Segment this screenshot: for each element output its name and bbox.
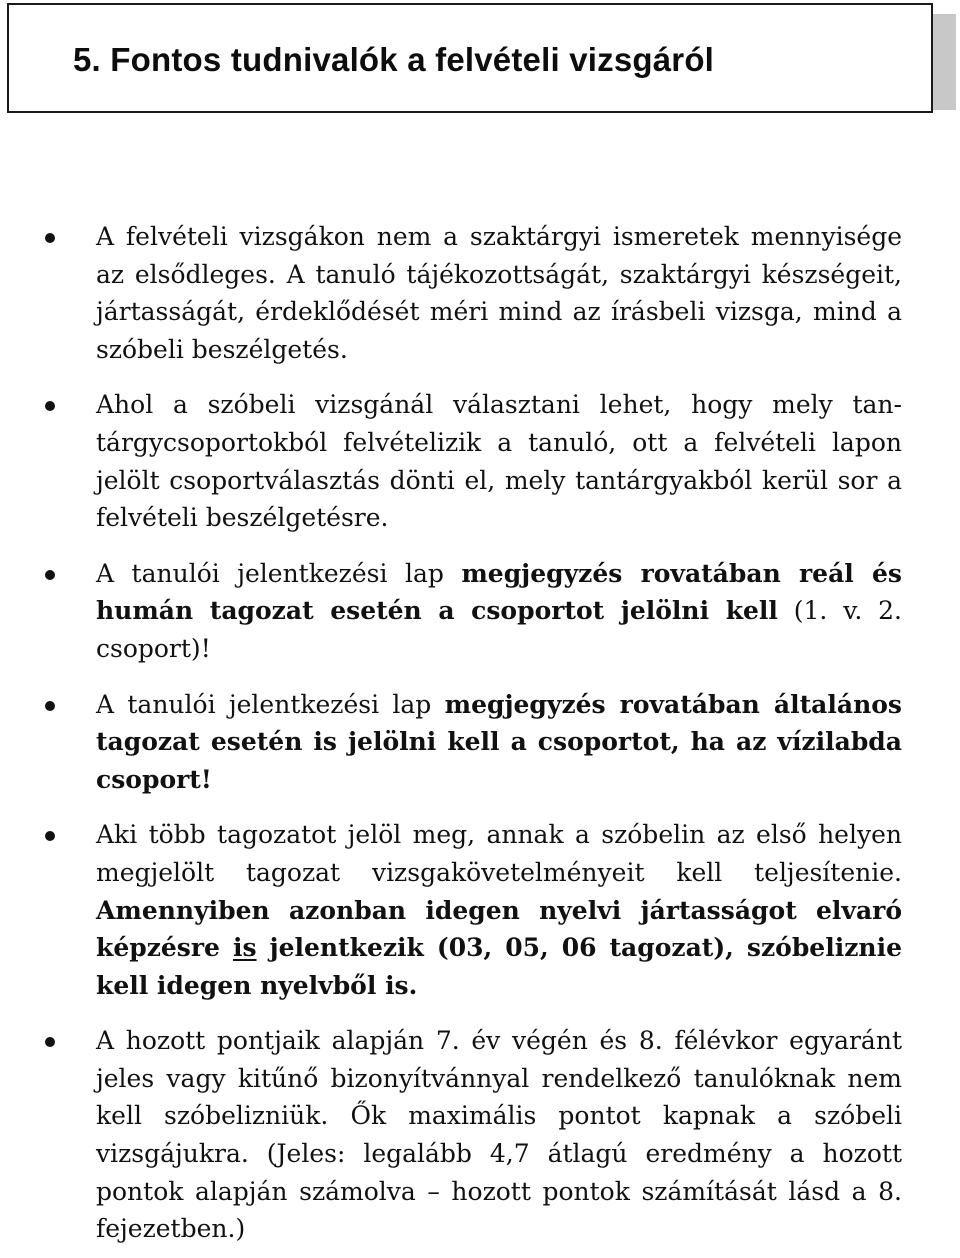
bullet-icon <box>45 570 55 580</box>
bullet-icon <box>45 701 55 711</box>
list-item-text: A tanulói jelentkezési lap <box>96 689 445 719</box>
list-item <box>96 555 902 668</box>
list-item-text: (1. v. 2. csoport)! <box>96 596 903 663</box>
list-item-text: A tanulói jelentkezési lap <box>96 558 462 588</box>
list-item-text: Ahol a szóbeli vizsgánál választani lehet, hogy mely tantárgycsoportokból felvételizik a tanuló, ott a felvételi lapon jelölt csoportválasztás dönti el, mely tantárgyakból kerül sor a felvételi beszélgetésre. <box>96 390 902 533</box>
bullet-icon <box>45 401 55 411</box>
bullet-icon <box>45 831 55 841</box>
list-item-bold-text: megjegyzés rovatában reál és humán tagozat esetén a csoportot jelölni kell <box>96 558 902 626</box>
list-item-underlined-text: is <box>232 933 257 963</box>
list-item-text: A felvételi vizsgákon nem a szaktárgyi ismeretek mennyisége az elsődleges. A tanuló tájékozottságát, szaktárgyi készségeit, jártasságát, érdeklődését méri mind az írásbeli vizsga, mind a szóbeli beszélgetés. <box>96 222 902 364</box>
list-item-text: Aki több tagozatot jelöl meg, annak a szóbelin az első helyen megjelölt tagozat vizsgakövetelményeit kell teljesítenie. <box>96 820 902 887</box>
list-item <box>96 1022 902 1248</box>
heading-box <box>7 3 933 113</box>
section-heading: 5. Fontos tudnivalók a felvételi vizsgáról <box>73 41 715 78</box>
list-item <box>96 686 902 799</box>
bullet-icon <box>45 1037 55 1047</box>
list-item-bold-text: megjegyzés rovatában általános tagozat esetén is jelölni kell a csoportot, ha az vízilabda csoport! <box>96 689 902 794</box>
bullet-list <box>0 218 960 1248</box>
list-item <box>96 386 902 536</box>
list-item <box>96 816 902 1004</box>
list-item <box>96 218 902 368</box>
list-item-bold-text: jelentkezik (03, 05, 06 tagozat), szóbeliznie kell idegen nyelvből is. <box>96 933 902 1000</box>
list-item-bold-text: Amennyiben azonban idegen nyelvi jártasságot elvaró képzésre <box>96 895 902 963</box>
bullet-icon <box>45 233 55 243</box>
list-item-text: A hozott pontjaik alapján 7. év végén és 8. félévkor egyaránt jeles vagy kitűnő bizonyítvánnyal rendelkező tanulóknak nem kell szóbelizniük. Ők maximális pontot kapnak a szóbeli vizsgájukra. (Jeles: legalább 4,7 átlagú eredmény a hozott pontok alapján számolva – hozott pontok számítását lásd a 8. fejezetben.) <box>96 1026 902 1244</box>
